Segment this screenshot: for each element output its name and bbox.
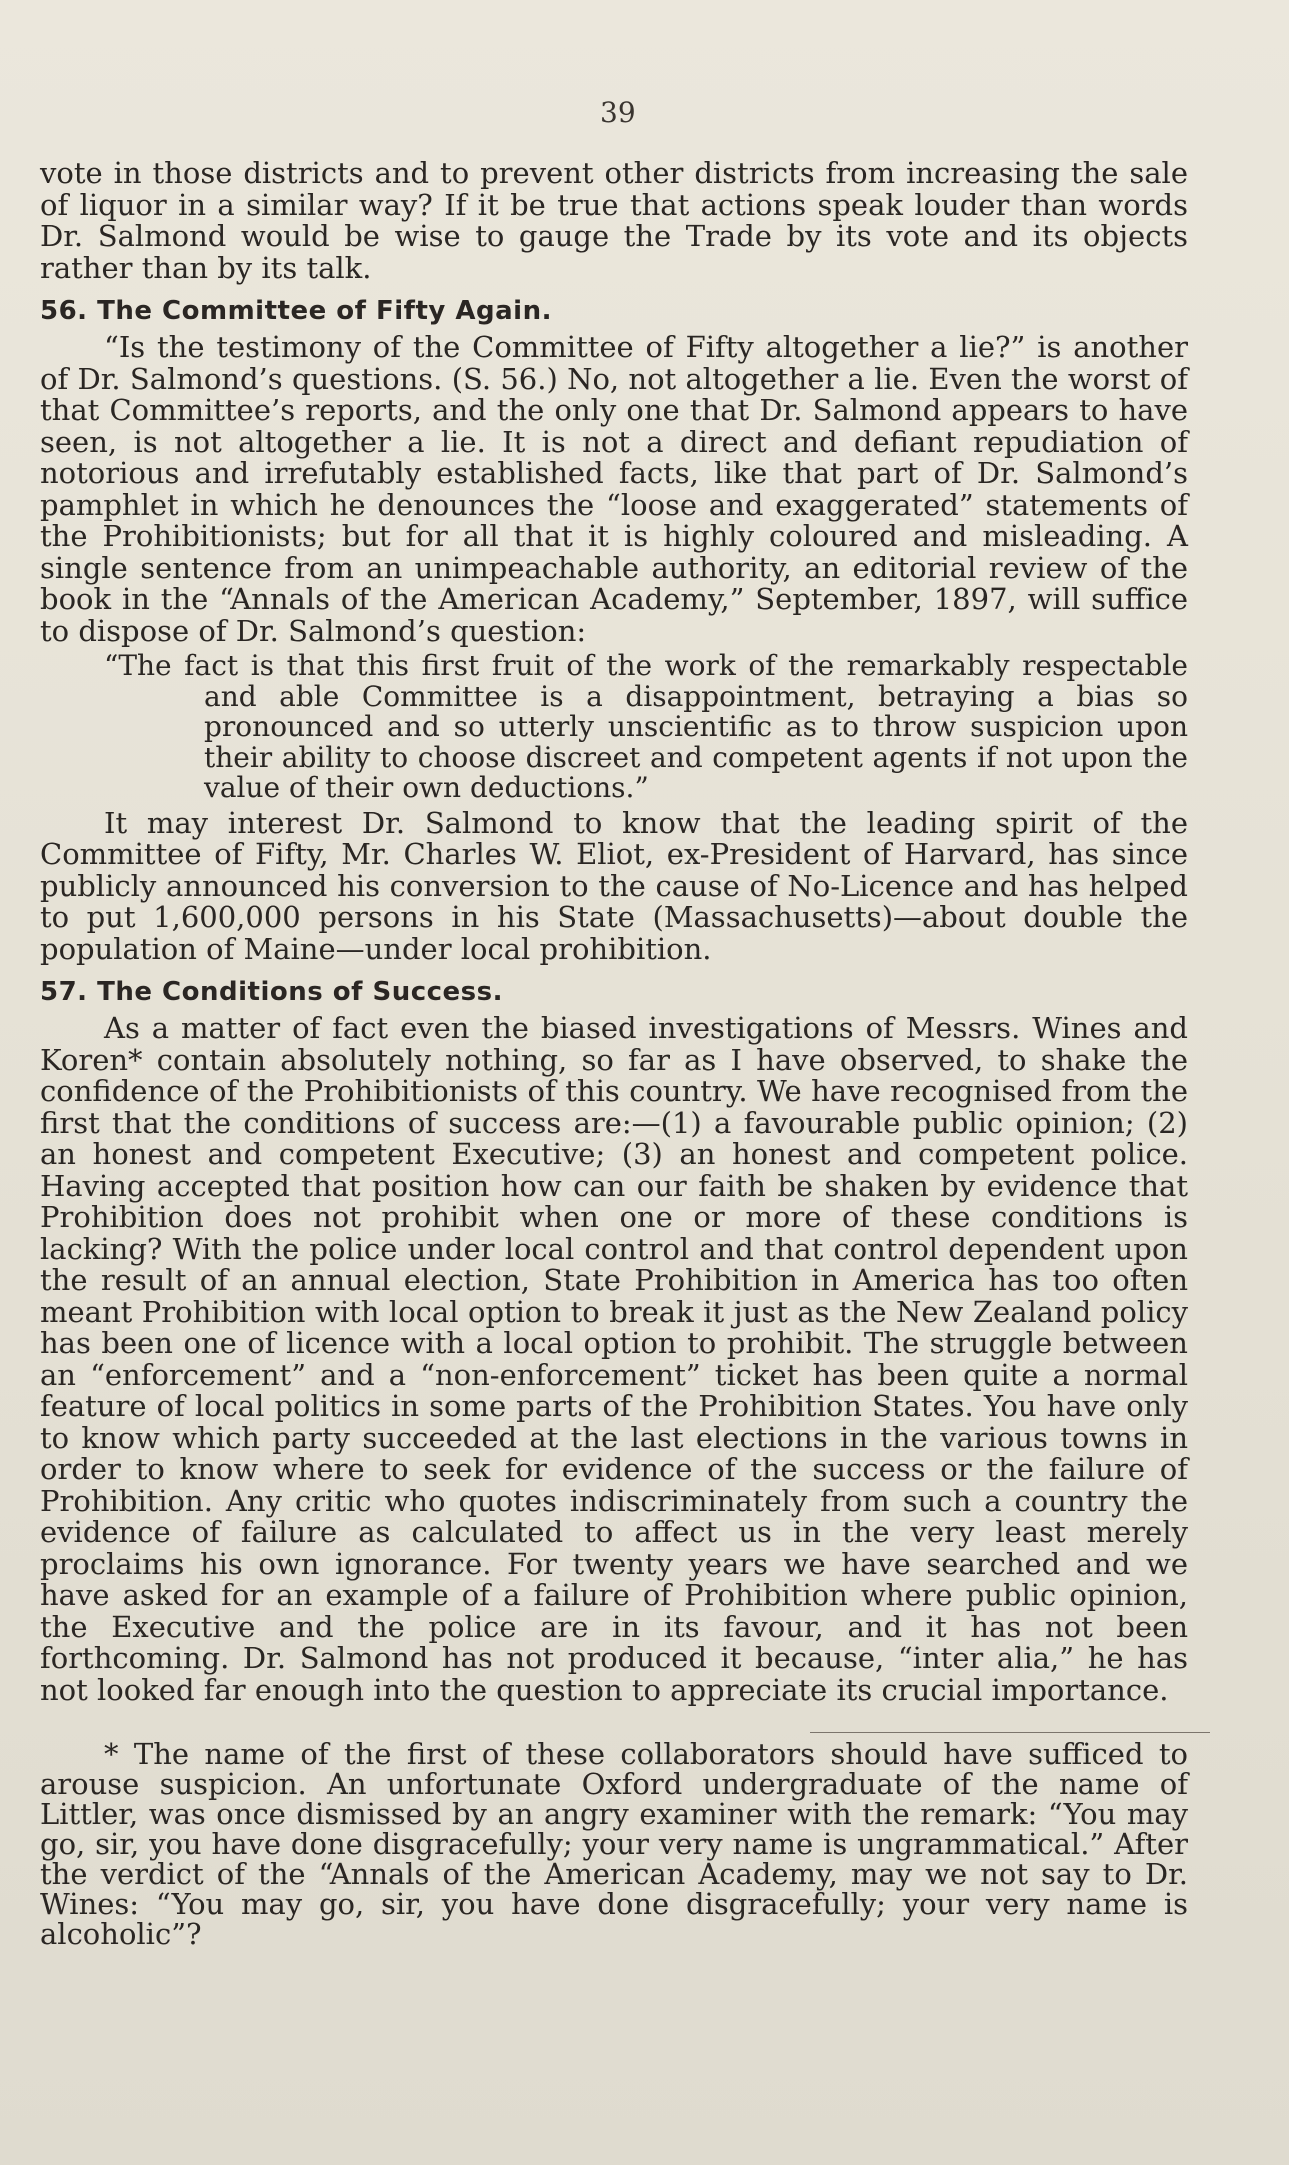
section-56-quote: “The fact is that this first fruit of the work of the remarkably respectable and able Committee is a disappointment, betraying a bias so pronounced and so utterly unscientific as to throw suspicion upon their ability to choose discreet and competent agents if not upon the value of their own deductions.” (104, 649, 1188, 804)
footnote-block (40, 1739, 1188, 1949)
text-column (40, 158, 1188, 1949)
page-number: 39 (600, 96, 636, 129)
section-56-heading: 56. The Committee of Fifty Again. (40, 296, 552, 326)
opening-paragraph: vote in those districts and to prevent other districts from increasing the sale of liquor in a similar way? If it be true that actions speak louder than words Dr. Salmond would be wise to gauge the Trade by its vote and its objects rather than by its talk. (40, 156, 1188, 285)
footnote: * The name of the first of these collaborators should have sufficed to arouse suspicion. An unfortunate Oxford undergraduate of the name of Littler, was once dismissed by an angry examiner with the remark: “You may go, sir, you have done disgracefully; your very name is ungrammatical.” After the verdict of the “Annals of the American Academy, may we not say to Dr. Wines: “You may go, sir, you have done disgracefully; your very name is alcoholic”? (40, 1737, 1188, 1951)
footnote-divider (810, 1732, 1210, 1733)
section-56-paragraph-2: It may interest Dr. Salmond to know that the leading spirit of the Committee of Fifty, Mr. Charles W. Eliot, ex-President of Harvard, has since publicly announced his conversion to the cause of No-Licence and has helped to put 1,600,000 persons in his State (Massachusetts)—about double the population of Maine—under local prohibition. (40, 805, 1188, 966)
section-57-paragraph: As a matter of fact even the biased investigations of Messrs. Wines and Koren* contain absolutely nothing, so far as I have observed, to shake the confidence of the Prohibitionists of this country. We have recognised from the first that the conditions of success are:—(1) a favourable public opinion; (2) an honest and competent Executive; (3) an honest and competent police. Having accepted that position how can our faith be shaken by evidence that Prohibition does not prohibit when one or more of these conditions is lacking? With the police under local control and that control dependent upon the result of an annual election, State Prohibition in America has too often meant Prohibition with local option to break it just as the New Zealand policy has been one of licence with a local option to prohibit. The struggle between an “enforcement” and a “non-enforcement” ticket has been quite a normal feature of local politics in some parts of the Prohibition States. You have only to know which party succeeded at the last elections in the various towns in order to know where to seek for evidence of the success or the failure of Prohibition. Any critic who quotes indiscriminately from such a country the evidence of failure as calculated to affect us in the very least merely proclaims his own ignorance. For twenty years we have searched and we have asked for an example of a failure of Prohibition where public opinion, the Executive and the police are in its favour, and it has not been forthcoming. Dr. Salmond has not produced it because, “inter alia,” he has not looked far enough into the question to appreciate its crucial importance. (40, 1011, 1188, 1707)
section-57-heading: 57. The Conditions of Success. (40, 977, 504, 1007)
section-56-paragraph-1: “Is the testimony of the Committee of Fifty altogether a lie?” is another of Dr. Salmond’s questions. (S. 56.) No, not altogether a lie. Even the worst of that Committee’s reports, and the only one that Dr. Salmond appears to have seen, is not altogether a lie. It is not a direct and defiant repudiation of notorious and irrefutably established facts, like that part of Dr. Salmond’s pamphlet in which he denounces the “loose and exaggerated” statements of the Prohibitionists; but for all that it is highly coloured and misleading. A single sentence from an unimpeachable authority, an editorial review of the book in the “Annals of the American Academy,” September, 1897, will suffice to dispose of Dr. Salmond’s question: (40, 330, 1188, 648)
